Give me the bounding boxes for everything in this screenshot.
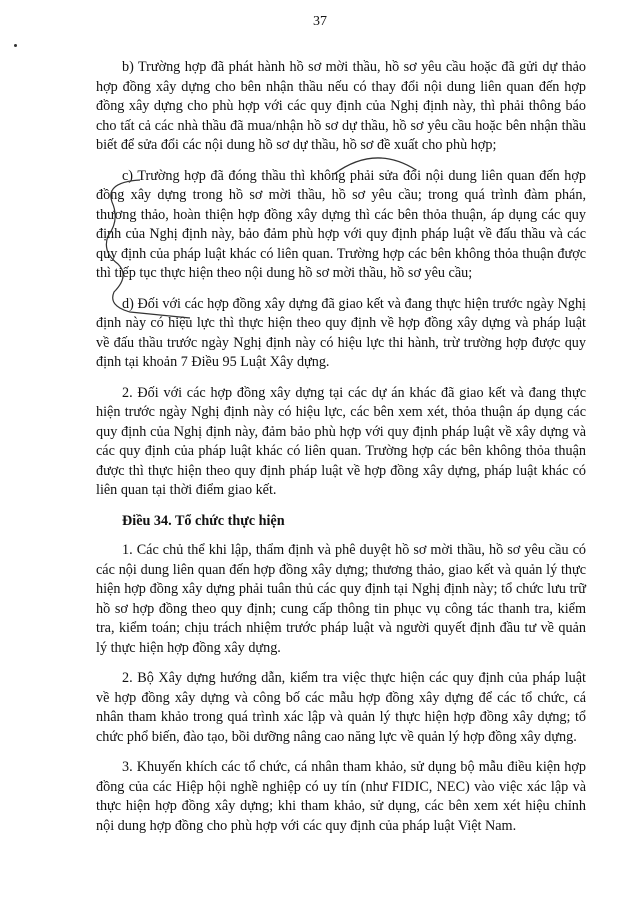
document-body [96,58,586,847]
margin-dot [14,44,17,47]
article-34-clause-2: 2. Bộ Xây dựng hướng dẫn, kiểm tra việc thực hiện các quy định của pháp luật về hợp đồng xây dựng và công bố các mẫu hợp đồng xây dựng để các tổ chức, cá nhân tham khảo trong quá trình xác lập và quản lý thực hiện hợp đồng xây dựng; tổ chức phổ biến, đào tạo, bồi dưỡng nâng cao năng lực về quản lý hợp đồng xây dựng. [96,670,586,745]
paragraph-d: d) Đối với các hợp đồng xây dựng đã giao kết và đang thực hiện trước ngày Nghị định này có hiệu lực thì thực hiện theo quy định về hợp đồng xây dựng và pháp luật về đấu thầu trước ngày Nghị định này có hiệu lực thi hành, trừ trường hợp được quy định tại khoản 7 Điều 95 Luật Xây dựng. [96,295,586,370]
page-number: 37 [313,14,327,29]
paragraph-b: b) Trường hợp đã phát hành hồ sơ mời thầu, hồ sơ yêu cầu hoặc đã gửi dự thảo hợp đồng xây dựng cho bên nhận thầu nếu có thay đổi nội dung liên quan đến hợp đồng xây dựng cho phù hợp với các quy định của Nghị định này, thì phải thông báo cho tất cả các nhà thầu đã mua/nhận hồ sơ dự thầu, hồ sơ yêu cầu hoặc bên nhận thầu biết để sửa đổi các nội dung hồ sơ dự thầu, hồ sơ đề xuất cho phù hợp; [96,59,586,153]
article-heading: Điều 34. Tổ chức thực hiện [122,512,285,529]
paragraph-c: c) Trường hợp đã đóng thầu thì không phải sửa đổi nội dung liên quan đến hợp đồng xây dựng trong hồ sơ mời thầu, hồ sơ yêu cầu; trong quá trình đàm phán, thương thảo, hoàn thiện hợp đồng xây dựng thì các bên thỏa thuận, áp dụng các quy định của Nghị định này, bảo đảm phù hợp với quy định pháp luật về đấu thầu và các quy định của pháp luật khác có liên quan. Trường hợp các bên không thỏa thuận được thì tiếp tục thực hiện theo nội dung hồ sơ mời thầu, hồ sơ yêu cầu; [96,167,586,281]
paragraph-2: 2. Đối với các hợp đồng xây dựng tại các dự án khác đã giao kết và đang thực hiện trước ngày Nghị định này có hiệu lực, các bên xem xét, thỏa thuận áp dụng các quy định của Nghị định này, đảm bảo phù hợp với quy định pháp luật về xây dựng và các quy định của pháp luật khác có liên quan. Trường hợp các bên không thỏa thuận được thì thực hiện theo quy định pháp luật về hợp đồng xây dựng, pháp luật khác có liên quan tại thời điểm giao kết. [96,384,586,498]
article-34-clause-3: 3. Khuyến khích các tổ chức, cá nhân tham khảo, sử dụng bộ mẫu điều kiện hợp đồng của các Hiệp hội nghề nghiệp có uy tín (như FIDIC, NEC) vào việc xác lập và thực hiện hợp đồng xây dựng; khi tham khảo, sử dụng, các bên xem xét hiệu chỉnh nội dung hợp đồng cho phù hợp với các quy định của pháp luật Việt Nam. [96,759,586,834]
article-34-clause-1: 1. Các chủ thể khi lập, thẩm định và phê duyệt hồ sơ mời thầu, hồ sơ yêu cầu có các nội dung liên quan đến hợp đồng xây dựng; thương thảo, giao kết và quản lý thực hiện hợp đồng xây dựng phải tuân thủ các quy định tại Nghị định này; tổ chức lưu trữ hồ sơ hợp đồng theo quy định; cung cấp thông tin phục vụ công tác thanh tra, kiểm tra, kiểm toán; chịu trách nhiệm trước pháp luật và người quyết định đầu tư về quản lý thực hiện hợp đồng xây dựng. [96,542,586,656]
